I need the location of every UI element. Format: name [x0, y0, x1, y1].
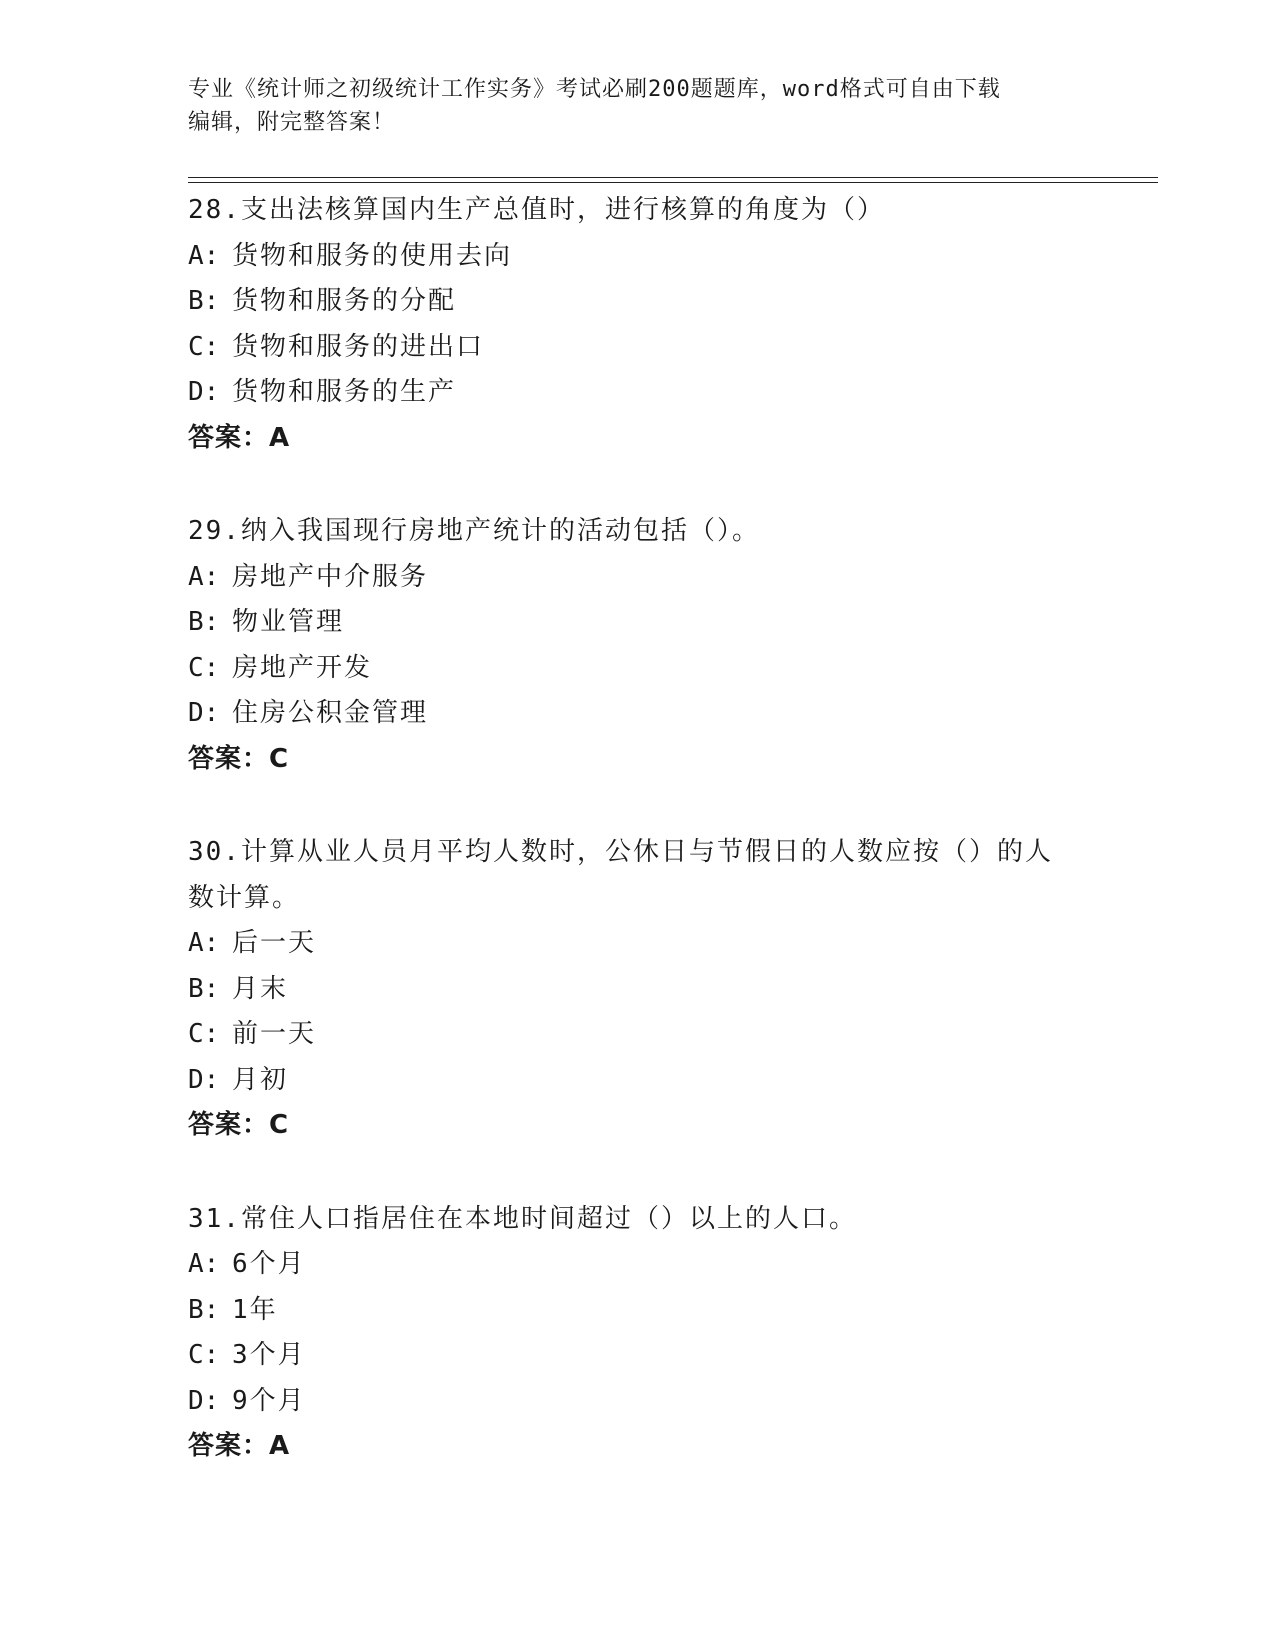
question-stem: 28.支出法核算国内生产总值时，进行核算的角度为（） — [188, 195, 885, 225]
option-letter: C: — [188, 1340, 220, 1370]
option-letter: B: — [188, 286, 220, 316]
header-divider-top — [188, 177, 1158, 178]
question-stem: 31.常住人口指居住在本地时间超过（）以上的人口。 — [188, 1203, 857, 1234]
option-text: 货物和服务的使用去向 — [232, 240, 513, 271]
option-letter: D: — [188, 698, 220, 728]
option-text: 住房公积金管理 — [232, 698, 429, 728]
option-b — [188, 1288, 1068, 1334]
answer-label: 答案：A — [188, 422, 291, 453]
question-29 — [188, 509, 1068, 782]
option-letter: A: — [188, 561, 220, 592]
option-text: 前一天 — [232, 1019, 317, 1049]
option-text: 房地产开发 — [232, 652, 373, 683]
option-letter: B: — [188, 1294, 220, 1325]
header-note-line-1: 专业《统计师之初级统计工作实务》考试必刷200题题库，word格式可自由下载 — [188, 77, 1001, 102]
question-31 — [188, 1197, 1068, 1470]
option-text: 货物和服务的进出口 — [232, 331, 485, 362]
option-letter: D: — [188, 377, 220, 407]
option-text: 月末 — [232, 973, 289, 1004]
question-stem: 29.纳入我国现行房地产统计的活动包括（）。 — [188, 516, 760, 546]
option-text: 货物和服务的分配 — [232, 286, 457, 316]
option-b — [188, 600, 1068, 646]
option-letter: D: — [188, 1064, 220, 1095]
option-d — [188, 691, 1068, 737]
answer-label: 答案：A — [188, 1431, 291, 1461]
option-d — [188, 1058, 1068, 1104]
answer-label: 答案：C — [188, 1110, 290, 1140]
option-c — [188, 646, 1068, 692]
option-c — [188, 1012, 1068, 1058]
option-d — [188, 370, 1068, 416]
question-stem: 30.计算从业人员月平均人数时，公休日与节假日的人数应按（）的人数计算。 — [188, 837, 1053, 913]
option-c — [188, 1333, 1068, 1379]
question-list — [188, 188, 1068, 1518]
question-28 — [188, 188, 1068, 461]
option-b — [188, 967, 1068, 1013]
option-letter: C: — [188, 1019, 220, 1049]
option-text: 9个月 — [232, 1385, 306, 1416]
option-text: 物业管理 — [232, 607, 345, 637]
option-text: 3个月 — [232, 1340, 306, 1370]
option-letter: C: — [188, 331, 220, 362]
option-letter: B: — [188, 973, 220, 1004]
option-c — [188, 325, 1068, 371]
header-divider-bottom — [188, 182, 1158, 183]
option-text: 月初 — [232, 1064, 289, 1095]
option-letter: B: — [188, 607, 220, 637]
option-letter: A: — [188, 1249, 220, 1279]
option-letter: A: — [188, 928, 220, 958]
option-text: 货物和服务的生产 — [232, 377, 457, 407]
option-a — [188, 555, 1068, 601]
answer-label: 答案：C — [188, 743, 290, 774]
header-note-line-2: 编辑，附完整答案！ — [188, 110, 396, 135]
option-letter: C: — [188, 652, 220, 683]
option-text: 6个月 — [232, 1249, 306, 1279]
question-30 — [188, 830, 1068, 1149]
option-text: 房地产中介服务 — [232, 561, 429, 592]
option-text: 1年 — [232, 1294, 278, 1325]
option-a — [188, 1242, 1068, 1288]
option-a — [188, 921, 1068, 967]
option-letter: A: — [188, 240, 220, 271]
header-note — [188, 73, 1068, 139]
option-d — [188, 1379, 1068, 1425]
option-b — [188, 279, 1068, 325]
option-text: 后一天 — [232, 928, 317, 958]
option-letter: D: — [188, 1385, 220, 1416]
option-a — [188, 234, 1068, 280]
